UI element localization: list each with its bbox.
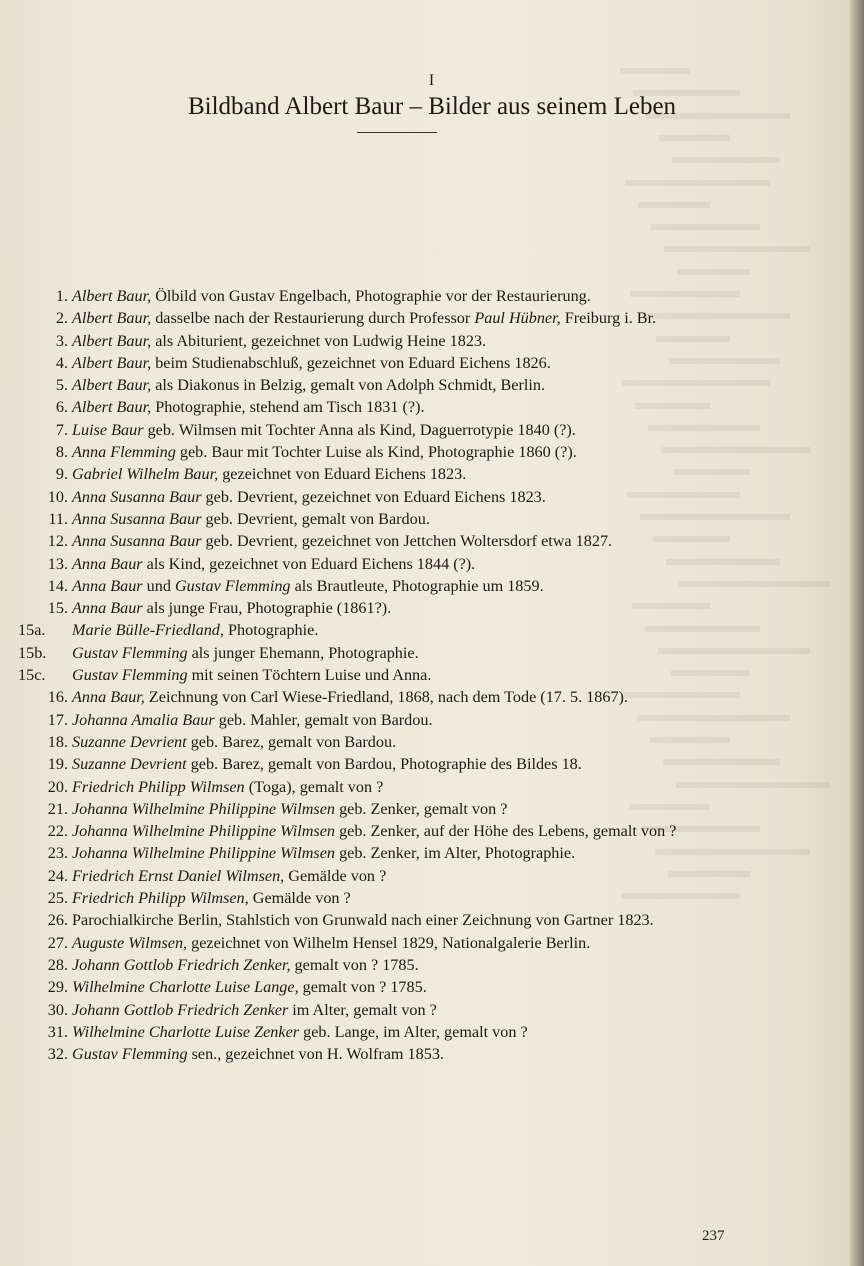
page-title: Bildband Albert Baur – Bilder aus seinem Leben [187,93,677,120]
list-item [20,352,765,374]
list-item [20,686,765,708]
list-item [20,976,765,998]
item-name: Anna Flemming [72,443,176,462]
item-number: 6. [55,398,68,417]
item-text: dasselbe nach der Restaurierung durch Professor [151,309,475,328]
show-through-line [672,157,780,163]
list-item [20,441,765,463]
item-number: 12. [47,532,68,551]
item-text: geb. Devrient, gemalt von Bardou. [201,509,430,528]
item-text: geb. Zenker, im Alter, Photographie. [335,844,576,863]
item-name: Johanna Wilhelmine Philippine Wilmsen [72,799,336,818]
item-number: 14. [47,576,68,595]
list-item [20,909,765,931]
item-number: 31. [47,1022,68,1041]
item-name: Anna Baur [72,576,143,595]
list-item [20,1043,765,1065]
item-text: Gemälde von ? [248,889,351,908]
item-text: (Toga), gemalt von ? [244,777,384,796]
list-item [20,798,765,820]
list-item [20,932,765,954]
page-number: 237 [702,1228,725,1244]
list-item [20,865,765,887]
list-item [20,709,765,731]
item-text: geb. Baur mit Tochter Luise als Kind, Photographie 1860 (?). [175,443,577,462]
item-text: beim Studienabschluß, gezeichnet von Eduard Eichens 1826. [151,353,551,372]
item-name: Anna Baur [72,599,143,618]
item-text: als Brautleute, Photographie um 1859. [290,576,544,595]
item-text: gemalt von ? 1785. [290,955,419,974]
item-name: Gustav Flemming [72,643,188,662]
item-text: Parochialkirche Berlin, Stahlstich von Grunwald nach einer Zeichnung von Gartner 1823. [72,911,654,930]
item-text: mit seinen Töchtern Luise und Anna. [187,666,432,685]
item-name: Gabriel Wilhelm Baur, [72,465,219,484]
show-through-line [677,269,750,275]
list-item [20,664,765,686]
item-number: 30. [47,1000,68,1019]
list-item [20,887,765,909]
list-item [20,330,765,352]
list-item [20,463,765,485]
item-name: Albert Baur, [72,309,152,328]
item-number: 1. [55,287,68,305]
item-text: geb. Wilmsen mit Tochter Anna als Kind, Daguerrotypie 1840 (?). [143,420,576,439]
show-through-line [659,135,730,141]
item-number: 15c. [18,666,46,685]
item-text: und [142,576,175,595]
item-text: als Diakonus in Belzig, gemalt von Adolph Schmidt, Berlin. [151,376,545,395]
item-name: Wilhelmine Charlotte Luise Zenker [72,1022,300,1041]
list-item [20,842,765,864]
item-number: 2. [55,309,68,328]
item-number: 27. [47,933,68,952]
item-number: 16. [47,688,68,707]
item-name: Friedrich Ernst Daniel Wilmsen, [72,866,285,885]
item-number: 26. [47,911,68,930]
show-through-line [625,180,770,186]
item-text: geb. Barez, gemalt von Bardou, Photographie des Bildes 18. [186,755,582,774]
item-number: 29. [47,978,68,997]
list-item [20,530,765,552]
item-text: Zeichnung von Carl Wiese-Friedland, 1868, nach dem Tode (17. 5. 1867). [144,688,628,707]
item-text: gemalt von ? 1785. [298,978,427,997]
item-text: geb. Barez, gemalt von Bardou. [186,732,397,751]
show-through-line [664,246,810,252]
list-item [20,731,765,753]
list-item [20,753,765,775]
item-text: geb. Lange, im Alter, gemalt von ? [299,1022,528,1041]
item-name: Marie Bülle-Friedland, [72,621,224,640]
item-name: Johanna Wilhelmine Philippine Wilmsen [72,844,336,863]
item-name: Anna Baur [72,554,143,573]
item-name: Friedrich Philipp Wilmsen, [72,889,249,908]
chapter-number: I [428,72,436,89]
item-name: Johanna Wilhelmine Philippine Wilmsen [72,822,336,841]
item-name: Suzanne Devrient [72,732,187,751]
show-through-line [638,202,710,208]
item-number: 11. [48,509,68,528]
list-item [20,419,765,441]
item-name: Wilhelmine Charlotte Luise Lange, [72,978,299,997]
item-text: Freiburg i. Br. [560,309,657,328]
item-text: als Kind, gezeichnet von Eduard Eichens 1844 (?). [142,554,476,573]
picture-list [20,285,765,1065]
list-item [20,396,765,418]
item-text: Gemälde von ? [284,866,387,885]
item-number: 20. [47,777,68,796]
item-text: Photographie. [223,621,319,640]
list-item [20,1021,765,1043]
list-item [20,597,765,619]
show-through-line [651,224,760,230]
item-number: 13. [47,554,68,573]
item-text: geb. Zenker, auf der Höhe des Lebens, gemalt von ? [335,822,677,841]
item-name: Auguste Wilmsen, [72,933,188,952]
item-number: 5. [55,376,68,395]
item-name: Gustav Flemming [72,1045,188,1064]
item-number: 19. [47,755,68,774]
item-number: 15b. [18,643,47,662]
item-number: 9. [55,465,68,484]
item-text: als Abiturient, gezeichnet von Ludwig Heine 1823. [151,331,487,350]
item-name: Anna Baur, [72,688,145,707]
item-number: 10. [47,487,68,506]
item-number: 3. [55,331,68,350]
list-item [20,285,765,307]
list-item [20,374,765,396]
list-item [20,954,765,976]
item-name: Anna Susanna Baur [72,509,202,528]
item-number: 23. [47,844,68,863]
item-number: 7. [55,420,68,439]
item-name: Gustav Flemming [72,666,188,685]
item-number: 18. [47,732,68,751]
item-text: sen., gezeichnet von H. Wolfram 1853. [187,1045,444,1064]
item-name: Albert Baur, [72,331,152,350]
item-number: 15a. [18,621,46,640]
item-text: als junge Frau, Photographie (1861?). [142,599,392,618]
item-number: 8. [55,443,68,462]
item-number: 17. [47,710,68,729]
item-text: geb. Devrient, gezeichnet von Jettchen Woltersdorf etwa 1827. [201,532,613,551]
item-name: Friedrich Philipp Wilmsen [72,777,245,796]
item-name: Johann Gottlob Friedrich Zenker [72,1000,289,1019]
item-name: Johanna Amalia Baur [72,710,215,729]
item-name: Gustav Flemming [174,576,291,595]
item-name: Albert Baur, [72,398,152,417]
item-number: 28. [47,955,68,974]
item-name: Albert Baur, [72,376,152,395]
item-number: 25. [47,889,68,908]
item-name: Paul Hübner, [474,309,561,328]
item-text: geb. Devrient, gezeichnet von Eduard Eichens 1823. [201,487,546,506]
item-number: 21. [47,799,68,818]
item-name: Albert Baur, [72,287,152,305]
list-item [20,553,765,575]
item-number: 15. [47,599,68,618]
page-edge-shadow [850,0,864,1266]
item-text: geb. Zenker, gemalt von ? [335,799,508,818]
item-text: Ölbild von Gustav Engelbach, Photographie vor der Restaurierung. [151,287,591,305]
item-name: Luise Baur [72,420,144,439]
item-number: 32. [47,1045,68,1064]
item-name: Anna Susanna Baur [72,532,202,551]
list-item [20,642,765,664]
item-text: als junger Ehemann, Photographie. [187,643,419,662]
list-item [20,575,765,597]
list-item [20,776,765,798]
item-text: im Alter, gemalt von ? [288,1000,437,1019]
list-item [20,820,765,842]
list-item [20,999,765,1021]
item-text: Photographie, stehend am Tisch 1831 (?). [151,398,425,417]
item-name: Albert Baur, [72,353,152,372]
item-name: Anna Susanna Baur [72,487,202,506]
item-number: 24. [47,866,68,885]
item-name: Johann Gottlob Friedrich Zenker, [72,955,291,974]
item-text: gezeichnet von Eduard Eichens 1823. [218,465,467,484]
title-rule [357,132,437,133]
item-number: 4. [55,353,68,372]
item-text: gezeichnet von Wilhelm Hensel 1829, Nationalgalerie Berlin. [187,933,591,952]
list-item [20,486,765,508]
list-item [20,307,765,329]
item-name: Suzanne Devrient [72,755,187,774]
list-item [20,508,765,530]
item-text: geb. Mahler, gemalt von Bardou. [214,710,433,729]
list-item [20,619,765,641]
item-number: 22. [47,822,68,841]
